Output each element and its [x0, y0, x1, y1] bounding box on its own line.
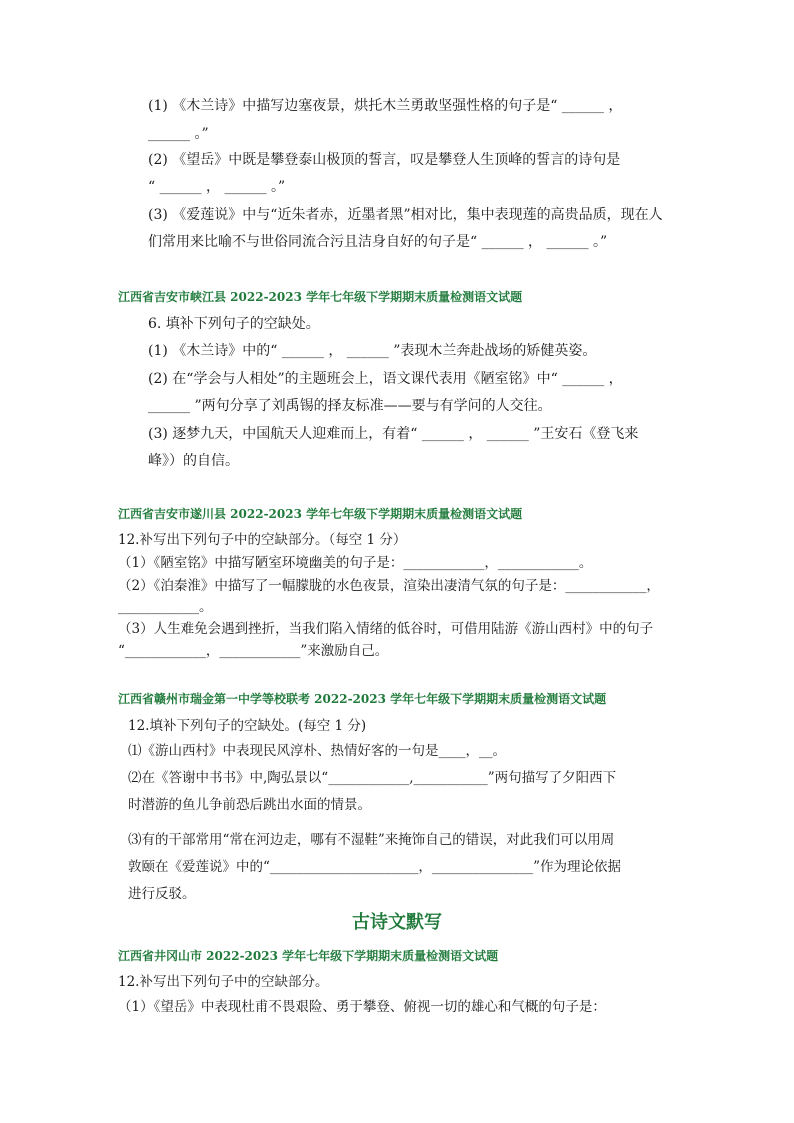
b5-q1: （1）《望岳》中表现杜甫不畏艰险、勇于攀登、俯视一切的雄心和气概的句子是： — [118, 999, 606, 1015]
b3-q3-line1: （3）人生难免会遇到挫折，当我们陷入情绪的低谷时，可借用陆游《游山西村》中的句子 — [118, 621, 654, 637]
b3-source: 江西省吉安市遂川县 2022-2023 学年七年级下学期期末质量检测语文试题 — [118, 507, 523, 521]
b3-stem: 12.补写出下列句子中的空缺部分。（每空 1 分） — [118, 532, 407, 548]
b2-q2-line1: (2) 在“学会与人相处”的主题班会上，语文课代表用《陋室铭》中“ ______ ， — [148, 371, 623, 387]
b4-stem: 12.填补下列句子的空缺处。(每空 1 分) — [128, 718, 367, 734]
b3-q2-line1: （2）《泊秦淮》中描写了一幅朦胧的水色夜景，渲染出凄清气氛的句子是：____________， — [118, 578, 660, 594]
b1-q2-line1: (2) 《望岳》中既是攀登泰山极顶的誓言，叹是攀登人生顶峰的誓言的诗句是 — [148, 152, 621, 168]
b2-stem: 6. 填补下列句子的空缺处。 — [148, 316, 320, 332]
b4-q1: ⑴《游山西村》中表现民风淳朴、热情好客的一句是____，__。 — [128, 743, 506, 759]
b2-q1: (1) 《木兰诗》中的“ ______ ， ______ ”表现木兰奔赴战场的矫健英姿。 — [148, 343, 597, 359]
b4-q3-line1: ⑶有的干部常用“常在河边走，哪有不湿鞋”来掩饰自己的错误，对此我们可以用周 — [128, 832, 615, 848]
b4-source: 江西省赣州市瑞金第一中学等校联考 2022-2023 学年七年级下学期期末质量检测语文试题 — [118, 692, 607, 706]
b5-stem: 12.补写出下列句子中的空缺部分。 — [118, 974, 329, 990]
b4-q3-line2: 敦颐在《爱莲说》中的“______________________，_______________”作为理论依据 — [128, 859, 622, 875]
b4-q3-line3: 进行反驳。 — [128, 886, 196, 902]
b1-q2-line2: “ ______ ， ______ 。” — [148, 179, 286, 195]
b2-q2-line2: ______ ”两句分享了刘禹锡的择友标准——要与有学问的人交往。 — [148, 398, 552, 414]
b1-q3-line2: 们常用来比喻不与世俗同流合污且洁身自好的句子是“ ______ ， ______ 。” — [148, 234, 608, 250]
b4-q2-line1: ⑵在《答谢中书书》中,陶弘景以“____________,___________”两句描写了夕阳西下 — [128, 770, 617, 786]
b2-q3-line1: (3) 逐梦九天，中国航天人迎难而上，有着“ ______ ， ______ ”王安石《登飞来 — [148, 426, 639, 442]
b3-q1: （1）《陋室铭》中描写陋室环境幽美的句子是：____________，____________。 — [118, 555, 593, 571]
b2-source: 江西省吉安市峡江县 2022-2023 学年七年级下学期期末质量检测语文试题 — [118, 290, 523, 304]
section-title: 古诗文默写 — [352, 912, 442, 933]
b3-q3-line2: “____________，____________”来激励自己。 — [118, 643, 389, 659]
b1-q1-line2: ______ 。” — [148, 126, 209, 142]
b2-q3-line2: 峰》）的自信。 — [148, 453, 239, 469]
b4-q2-line2: 时潜游的鱼儿争前恐后跳出水面的情景。 — [128, 797, 371, 813]
b1-q3-line1: (3) 《爱莲说》中与“近朱者赤，近墨者黑”相对比，集中表现莲的高贵品质，现在人 — [148, 207, 663, 223]
b5-source: 江西省井冈山市 2022-2023 学年七年级下学期期末质量检测语文试题 — [118, 949, 499, 963]
b3-q2-line2: ____________。 — [118, 599, 213, 615]
b1-q1-line1: (1) 《木兰诗》中描写边塞夜景，烘托木兰勇敢坚强性格的句子是“ ______ ， — [148, 98, 623, 114]
